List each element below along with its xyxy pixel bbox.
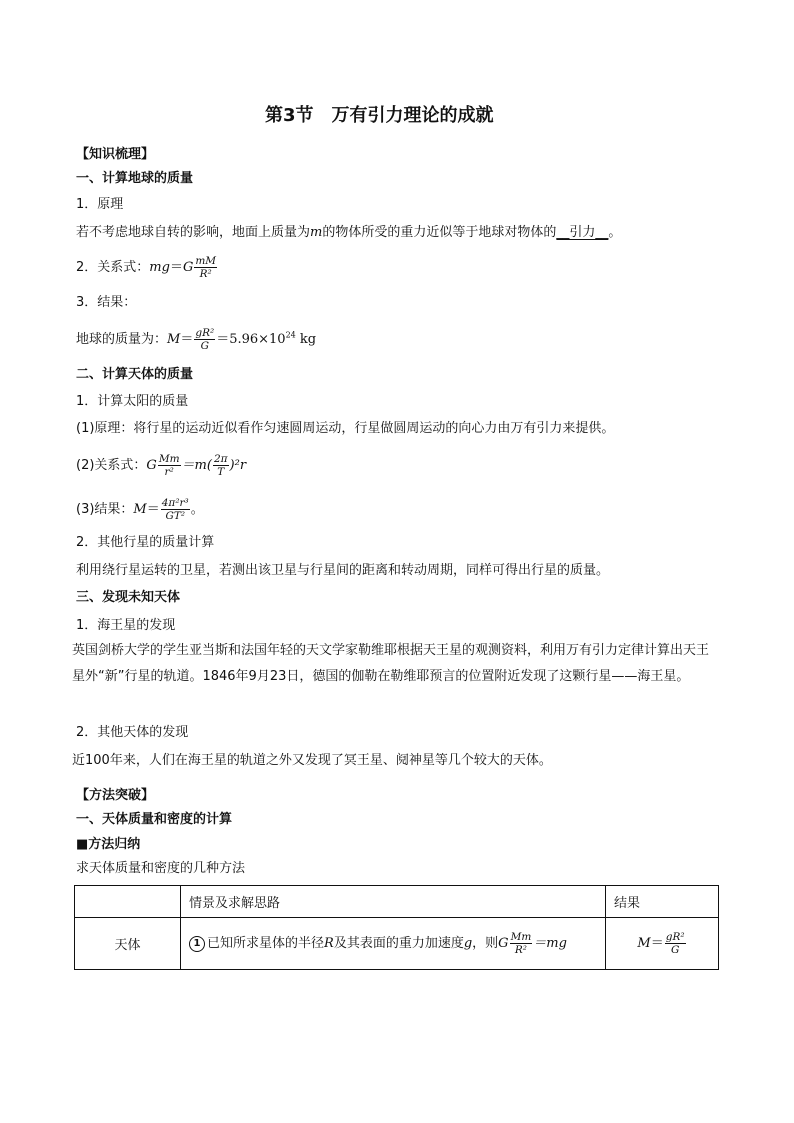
fraction [158, 453, 181, 478]
equals: ＝ [169, 260, 183, 275]
section2-heading: 二、计算天体的质量 [76, 367, 194, 382]
s1-result-formula [76, 322, 316, 358]
text: 地球的质量为： [76, 332, 168, 347]
var-m: m [310, 225, 323, 240]
s1-principle-label: 1．原理 [76, 197, 124, 212]
var-M: M [167, 332, 181, 347]
var-M: M [637, 936, 651, 951]
denominator: r² [164, 466, 174, 478]
text: 已知所求星体的半径 [207, 936, 325, 951]
text: 。 [608, 225, 622, 240]
s3-neptune-label: 1．海王星的发现 [76, 618, 176, 633]
table-cell [181, 918, 606, 970]
methods-sub2: ■方法归纳 [76, 837, 141, 852]
label: (1)原理： [76, 421, 134, 436]
denominator: G [200, 340, 209, 352]
s2-principle [76, 420, 614, 438]
label: (2)关系式： [76, 458, 147, 473]
s2-other-label: 2．其他行星的质量计算 [76, 535, 215, 550]
header-cell: 情景及求解思路 [181, 886, 606, 918]
numerator: 2π [213, 453, 228, 465]
methods-table [74, 885, 719, 970]
denominator: GT² [165, 510, 186, 522]
numerator: mM [195, 255, 217, 267]
var-G: G [146, 458, 157, 473]
s1-result-label: 3．结果： [76, 295, 137, 310]
section3-heading: 三、发现未知天体 [76, 590, 181, 605]
denominator: R² [514, 944, 527, 956]
fraction [510, 931, 533, 956]
numerator: Mm [158, 453, 180, 465]
var-R: R [324, 936, 334, 951]
label: (3)结果： [76, 502, 134, 517]
label: 2．关系式： [76, 260, 150, 275]
fraction [194, 255, 217, 280]
fraction [161, 497, 190, 522]
numerator: Mm [510, 931, 532, 943]
methods-heading: 【方法突破】 [76, 788, 155, 803]
end: 。 [190, 502, 204, 517]
fraction [213, 453, 229, 478]
header-cell [75, 886, 181, 918]
s1-principle-text [76, 224, 621, 242]
s3-neptune-text: 英国剑桥大学的学生亚当斯和法国年轻的天文学家勒维耶根据天王星的观测资料，利用万有引力定律计算出天王星外“新”行星的轨道。1846年9月23日，德国的伽勒在勒维耶预言的位置附近发现了这颗行星——海王星。 [72, 643, 710, 684]
denominator: G [670, 944, 680, 956]
denominator: T [217, 466, 225, 478]
knowledge-heading: 【知识梳理】 [76, 147, 155, 162]
equals-mg: ＝mg [533, 936, 567, 951]
circled-number: 1 [189, 936, 205, 952]
fraction [665, 931, 686, 956]
methods-sub1: 一、天体质量和密度的计算 [76, 812, 233, 827]
s2-sun-label: 1．计算太阳的质量 [76, 394, 189, 409]
methods-intro: 求天体质量和密度的几种方法 [76, 861, 246, 876]
numerator: 4π²r³ [161, 497, 189, 509]
exponent: 24 [285, 330, 296, 340]
table-cell: 天体 [75, 918, 181, 970]
s1-relation [76, 250, 218, 286]
table-row [75, 918, 719, 970]
text: 及其表面的重力加速度 [333, 936, 464, 951]
value: ＝5.96×10 [216, 332, 286, 347]
text: 若不考虑地球自转的影响，地面上质量为 [76, 225, 311, 240]
fraction [194, 327, 215, 352]
numerator: gR² [665, 931, 685, 943]
equals: ＝ [146, 502, 160, 517]
denominator: R² [199, 268, 212, 280]
numerator: gR² [195, 327, 215, 339]
equals: ＝ [650, 936, 664, 951]
equals: ＝ [180, 332, 194, 347]
fill-blank: __引力__ [556, 225, 609, 240]
var-M: M [133, 502, 147, 517]
unit: kg [295, 332, 317, 347]
text: 将行星的运动近似看作匀速圆周运动，行星做圆周运动的向心力由万有引力来提供。 [133, 421, 615, 436]
table-header-row [75, 886, 719, 918]
var-G: G [498, 936, 509, 951]
text: 的物体所受的重力近似等于地球对物体的 [322, 225, 557, 240]
text: ，则 [472, 936, 499, 951]
header-cell: 结果 [606, 886, 719, 918]
s3-other-text: 近100年来，人们在海王星的轨道之外又发现了冥王星、阋神星等几个较大的天体。 [72, 753, 552, 768]
var-G: G [182, 260, 194, 275]
s2-result [76, 492, 204, 528]
page-title: 第3节 万有引力理论的成就 [265, 105, 494, 126]
s2-other-text: 利用绕行星运转的卫星，若测出该卫星与行星间的距离和转动周期，同样可得出行星的质量。 [76, 563, 610, 578]
formula-lhs: mg [149, 260, 170, 275]
s3-other-label: 2．其他天体的发现 [76, 725, 189, 740]
table-cell [606, 918, 719, 970]
equals-m: ＝m( [181, 458, 212, 473]
section1-heading: 一、计算地球的质量 [76, 171, 194, 186]
var-g: g [463, 936, 473, 951]
tail: )²r [229, 458, 247, 473]
s2-relation [76, 448, 246, 484]
